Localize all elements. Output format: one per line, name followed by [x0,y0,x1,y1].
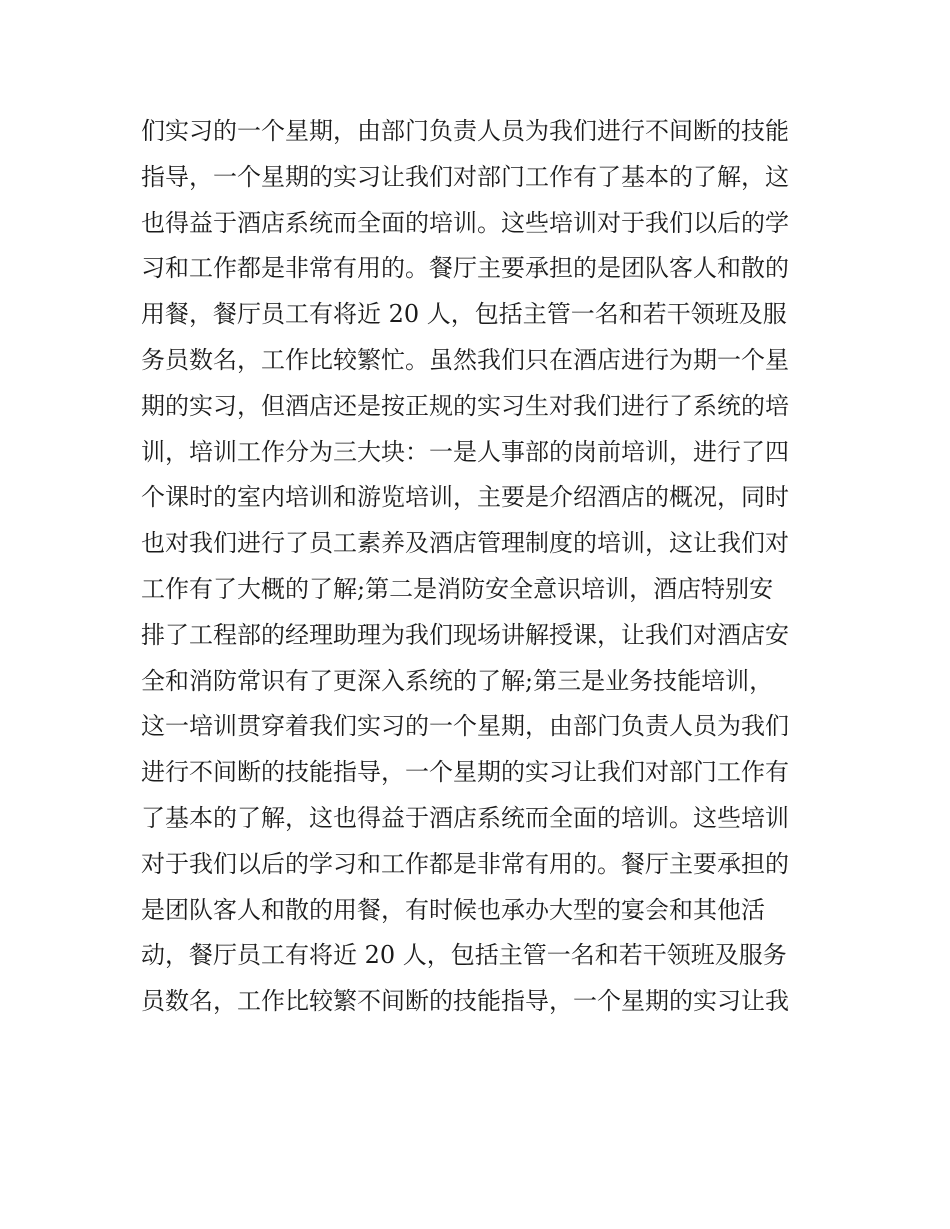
text-line: 对于我们以后的学习和工作都是非常有用的。餐厅主要承担的 [141,849,789,878]
text-line: 了基本的了解，这也得益于酒店系统而全面的培训。这些培训 [141,803,789,832]
text-line: 员数名，工作比较繁不间断的技能指导，一个星期的实习让我 [141,987,789,1016]
body-paragraph [141,109,821,1025]
text-line: 习和工作都是非常有用的。餐厅主要承担的是团队客人和散的 [141,254,789,283]
text-line: 指导，一个星期的实习让我们对部门工作有了基本的了解，这 [141,162,789,191]
text-line: 全和消防常识有了更深入系统的了解;第三是业务技能培训， [141,666,774,695]
text-line: 个课时的室内培训和游览培训，主要是介绍酒店的概况，同时 [141,483,789,512]
text-line: 动，餐厅员工有将近 20 人，包括主管一名和若干领班及服务 [141,941,787,970]
text-line: 排了工程部的经理助理为我们现场讲解授课，让我们对酒店安 [141,620,789,649]
text-line: 进行不间断的技能指导，一个星期的实习让我们对部门工作有 [141,758,789,787]
text-line: 也对我们进行了员工素养及酒店管理制度的培训，这让我们对 [141,529,789,558]
text-line: 也得益于酒店系统而全面的培训。这些培训对于我们以后的学 [141,208,789,237]
text-line: 是团队客人和散的用餐，有时候也承办大型的宴会和其他活 [141,895,765,924]
text-line: 这一培训贯穿着我们实习的一个星期，由部门负责人员为我们 [141,712,789,741]
text-line: 工作有了大概的了解;第二是消防安全意识培训，酒店特别安 [141,574,774,603]
text-line: 训，培训工作分为三大块：一是人事部的岗前培训，进行了四 [141,437,789,466]
text-line: 期的实习，但酒店还是按正规的实习生对我们进行了系统的培 [141,391,789,420]
text-line: 务员数名，工作比较繁忙。虽然我们只在酒店进行为期一个星 [141,345,789,374]
text-line: 用餐，餐厅员工有将近 20 人，包括主管一名和若干领班及服 [141,300,787,329]
text-line: 们实习的一个星期，由部门负责人员为我们进行不间断的技能 [141,117,789,145]
